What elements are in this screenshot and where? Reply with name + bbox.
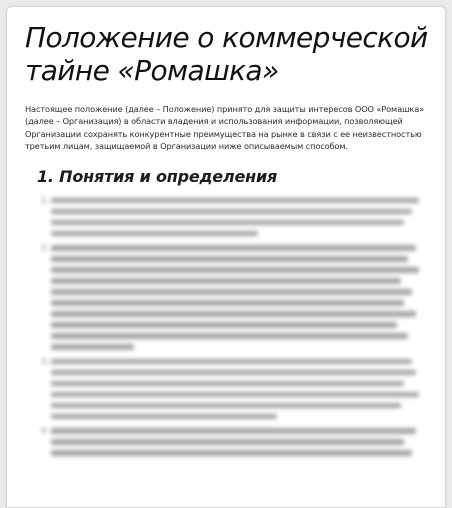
list-item	[41, 425, 427, 456]
blurred-line	[51, 300, 404, 306]
section-heading: 1. Понятия и определения	[37, 166, 278, 186]
blurred-line	[51, 333, 408, 339]
blurred-line	[51, 392, 419, 398]
blurred-line	[51, 289, 412, 295]
blurred-line	[51, 311, 416, 317]
list-item	[41, 242, 427, 350]
blurred-line	[51, 256, 408, 262]
list-item-number: 4.	[41, 426, 49, 436]
list-item	[41, 195, 427, 237]
blurred-line	[51, 198, 419, 204]
blurred-line	[51, 322, 397, 328]
blurred-line	[51, 359, 412, 365]
blurred-line	[51, 245, 416, 251]
blurred-text-lines	[51, 242, 427, 350]
blurred-line	[51, 220, 404, 226]
blurred-line	[51, 381, 404, 387]
document-title: Положение о коммерческой тайне «Ромашка»	[25, 21, 428, 87]
list-item-number: 2.	[41, 243, 49, 253]
blurred-line	[51, 414, 277, 420]
blurred-line	[51, 450, 412, 456]
list-item	[41, 356, 427, 420]
blurred-text-lines	[51, 356, 427, 420]
document-page	[6, 6, 446, 508]
blurred-line	[51, 267, 419, 273]
blurred-line	[51, 231, 258, 237]
blurred-line	[51, 344, 134, 350]
blurred-line	[51, 428, 416, 434]
blurred-text-lines	[51, 425, 427, 456]
blurred-line	[51, 370, 416, 376]
blurred-line	[51, 278, 401, 284]
blurred-line	[51, 439, 404, 445]
list-item-number: 1.	[41, 195, 49, 205]
list-item-number: 3.	[41, 356, 49, 366]
blurred-line	[51, 209, 412, 215]
intro-paragraph: Настоящее положение (далее – Положение) принято для защиты интересов ООО «Ромашка» (далее – Организация) в области владения и использования информации, позволяющей Организации сохранять конкурентные преимущества на рынке в связи с ее неизвестностью третьим лицам, защищаемой в Организации ниже описываемым способом.	[25, 104, 425, 152]
blurred-content	[25, 195, 427, 456]
blurred-text-lines	[51, 195, 427, 237]
blurred-line	[51, 403, 401, 409]
